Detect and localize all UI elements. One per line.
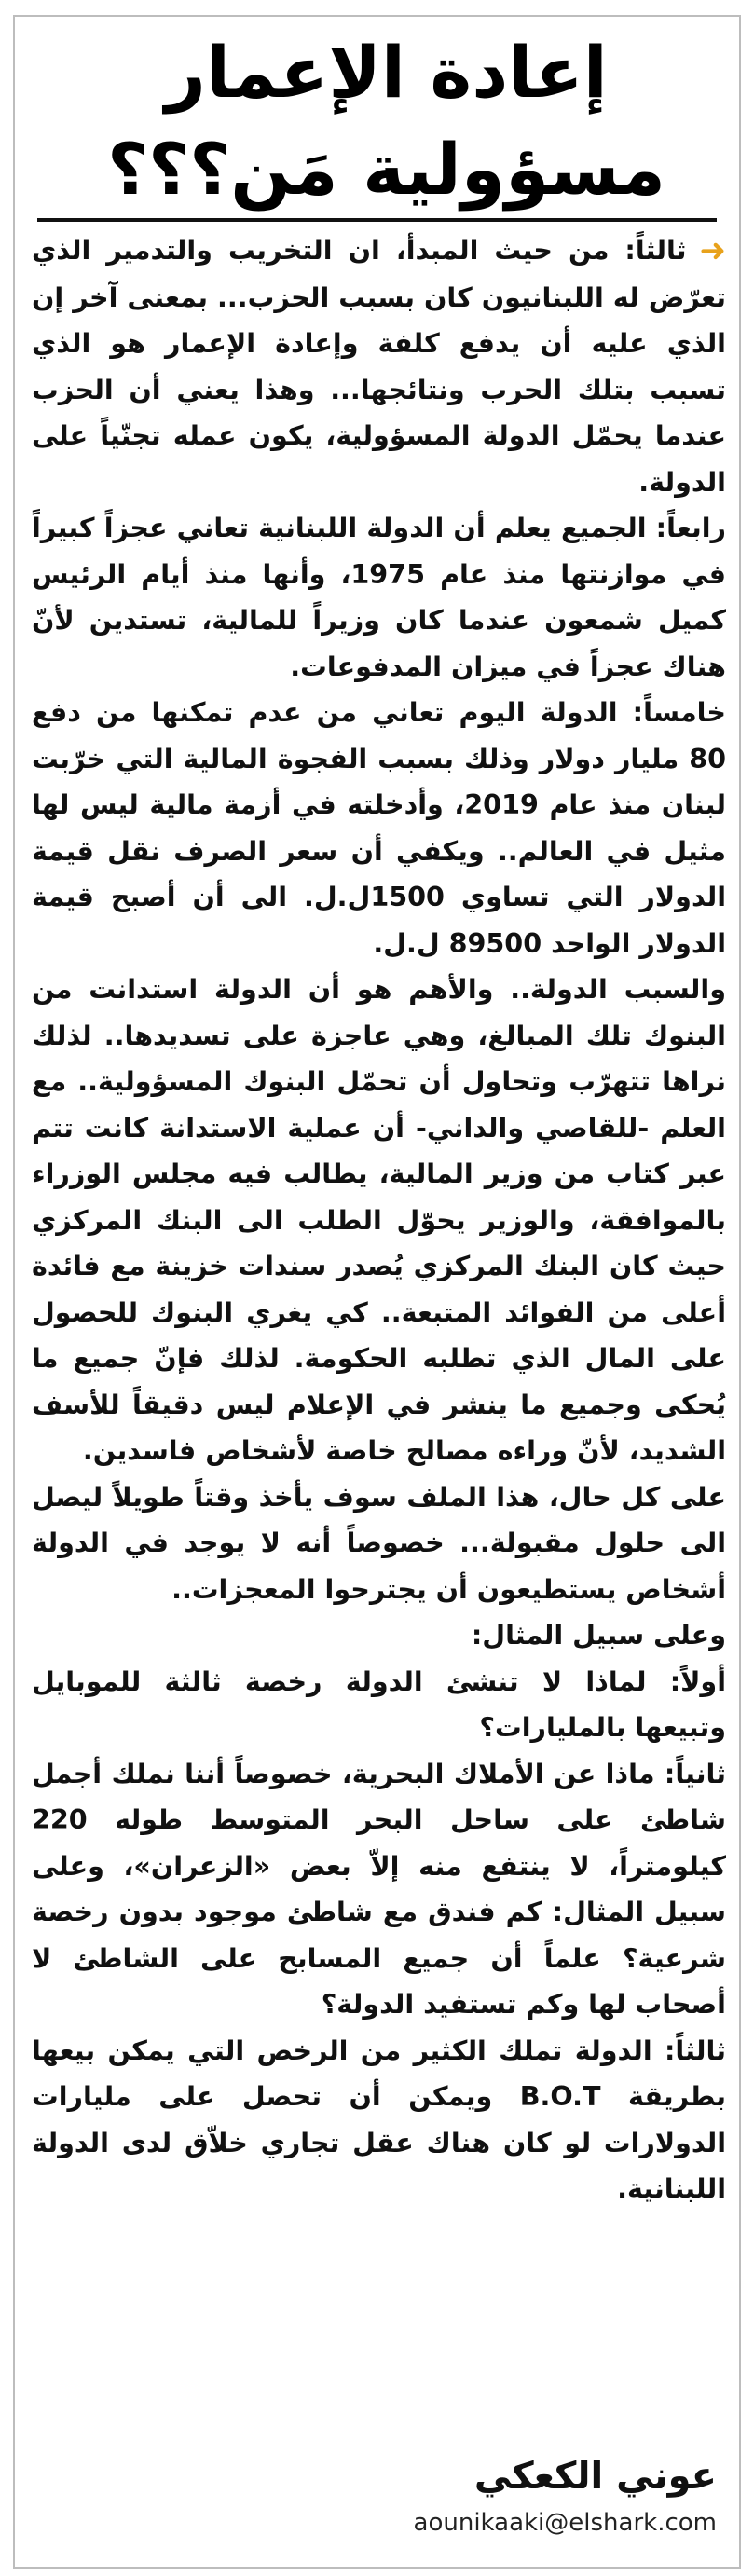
author-name: عوني الكعكي: [473, 2455, 717, 2498]
arrow-left-icon: ➜: [699, 232, 726, 269]
paragraph-6: وعلى سبيل المثال:: [471, 1619, 726, 1651]
author-email[interactable]: aounikaaki@elshark.com: [413, 2509, 717, 2537]
paragraph-1: [32, 227, 726, 505]
paragraph-1-text: ثالثاً: من حيث المبدأ، ان التخريب والتدمير الذي تعرّض له اللبنانيون كان بسبب الحزب... بمعنى آخر إن الذي عليه أن يدفع كلفة وإعادة الإعمار هو الذي تسبب بتلك الحرب ونتائجها... وهذا يعني أن الحزب عندما يحمّل الدولة المسؤولية، يكون عمله تجنّياً على الدولة.: [32, 234, 726, 498]
paragraph-4: والسبب الدولة.. والأهم هو أن الدولة استدانت من البنوك تلك المبالغ، وهي عاجزة على تسديدها.. لذلك نراها تتهرّب وتحاول أن تحمّل البنوك المسؤولية.. مع العلم -للقاصي والداني- أن عملية الاستدانة كانت تتم عبر كتاب من وزير المالية، يطالب فيه مجلس الوزراء بالموافقة، والوزير يحوّل الطلب الى البنك المركزي حيث كان البنك المركزي يُصدر سندات خزينة مع فائدة أعلى من الفوائد المتبعة.. كي يغري البنوك للحصول على المال الذي تطلبه الحكومة. لذلك فإنّ جميع ما يُحكى وجميع ما ينشر في الإعلام ليس دقيقاً للأسف الشديد، لأنّ وراءه مصالح خاصة لأشخاص فاسدين.: [32, 973, 726, 1466]
paragraph-5: على كل حال، هذا الملف سوف يأخذ وقتاً طويلاً ليصل الى حلول مقبولة... خصوصاً أنه لا يوجد في الدولة أشخاص يستطيعون أن يجترحوا المعجزات..: [32, 1480, 726, 1605]
headline-line-1: إعادة الإعمار: [165, 31, 608, 114]
paragraph-3: خامساً: الدولة اليوم تعاني من عدم تمكنها من دفع 80 مليار دولار وذلك بسبب الفجوة المالية التي خرّبت لبنان منذ عام 2019، وأدخلته في أزمة مالية ليس لها مثيل في العالم.. ويكفي أن سعر الصرف نقل قيمة الدولار التي تساوي 1500ل.ل. الى أن أصبح قيمة الدولار الواحد 89500 ل.ل.: [32, 696, 727, 959]
headline-divider: [37, 218, 717, 222]
article-body: [32, 227, 726, 2213]
headline-line-2: مسؤولية مَن؟؟؟: [106, 128, 666, 211]
paragraph-9: ثالثاً: الدولة تملك الكثير من الرخص التي يمكن بيعها بطريقة B.O.T ويمكن أن تحصل على مليارات الدولارات لو كان هناك عقل تجاري خلاّق لدى الدولة اللبنانية.: [32, 2034, 726, 2204]
paragraph-7: أولاً: لماذا لا تنشئ الدولة رخصة ثالثة للموبايل وتبيعها بالمليارات؟: [32, 1665, 726, 1743]
paragraph-8: ثانياً: ماذا عن الأملاك البحرية، خصوصاً أننا نملك أجمل شاطئ على ساحل البحر المتوسط طوله 220 كيلومتراً، لا ينتفع منه إلاّ بعض «الزعران»، وعلى سبيل المثال: كم فندق مع شاطئ موجود بدون رخصة شرعية؟ علماً أن جميع المسابح على الشاطئ لا أصحاب لها وكم تستفيد الدولة؟: [32, 1757, 726, 2020]
paragraph-2: رابعاً: الجميع يعلم أن الدولة اللبنانية تعاني عجزاً كبيراً في موازنتها منذ عام 1975، وأنها منذ أيام الرئيس كميل شمعون عندما كان وزيراً للمالية، تستدين لأنّ هناك عجزاً في ميزان المدفوعات.: [32, 512, 726, 682]
article-headline: [56, 24, 717, 218]
